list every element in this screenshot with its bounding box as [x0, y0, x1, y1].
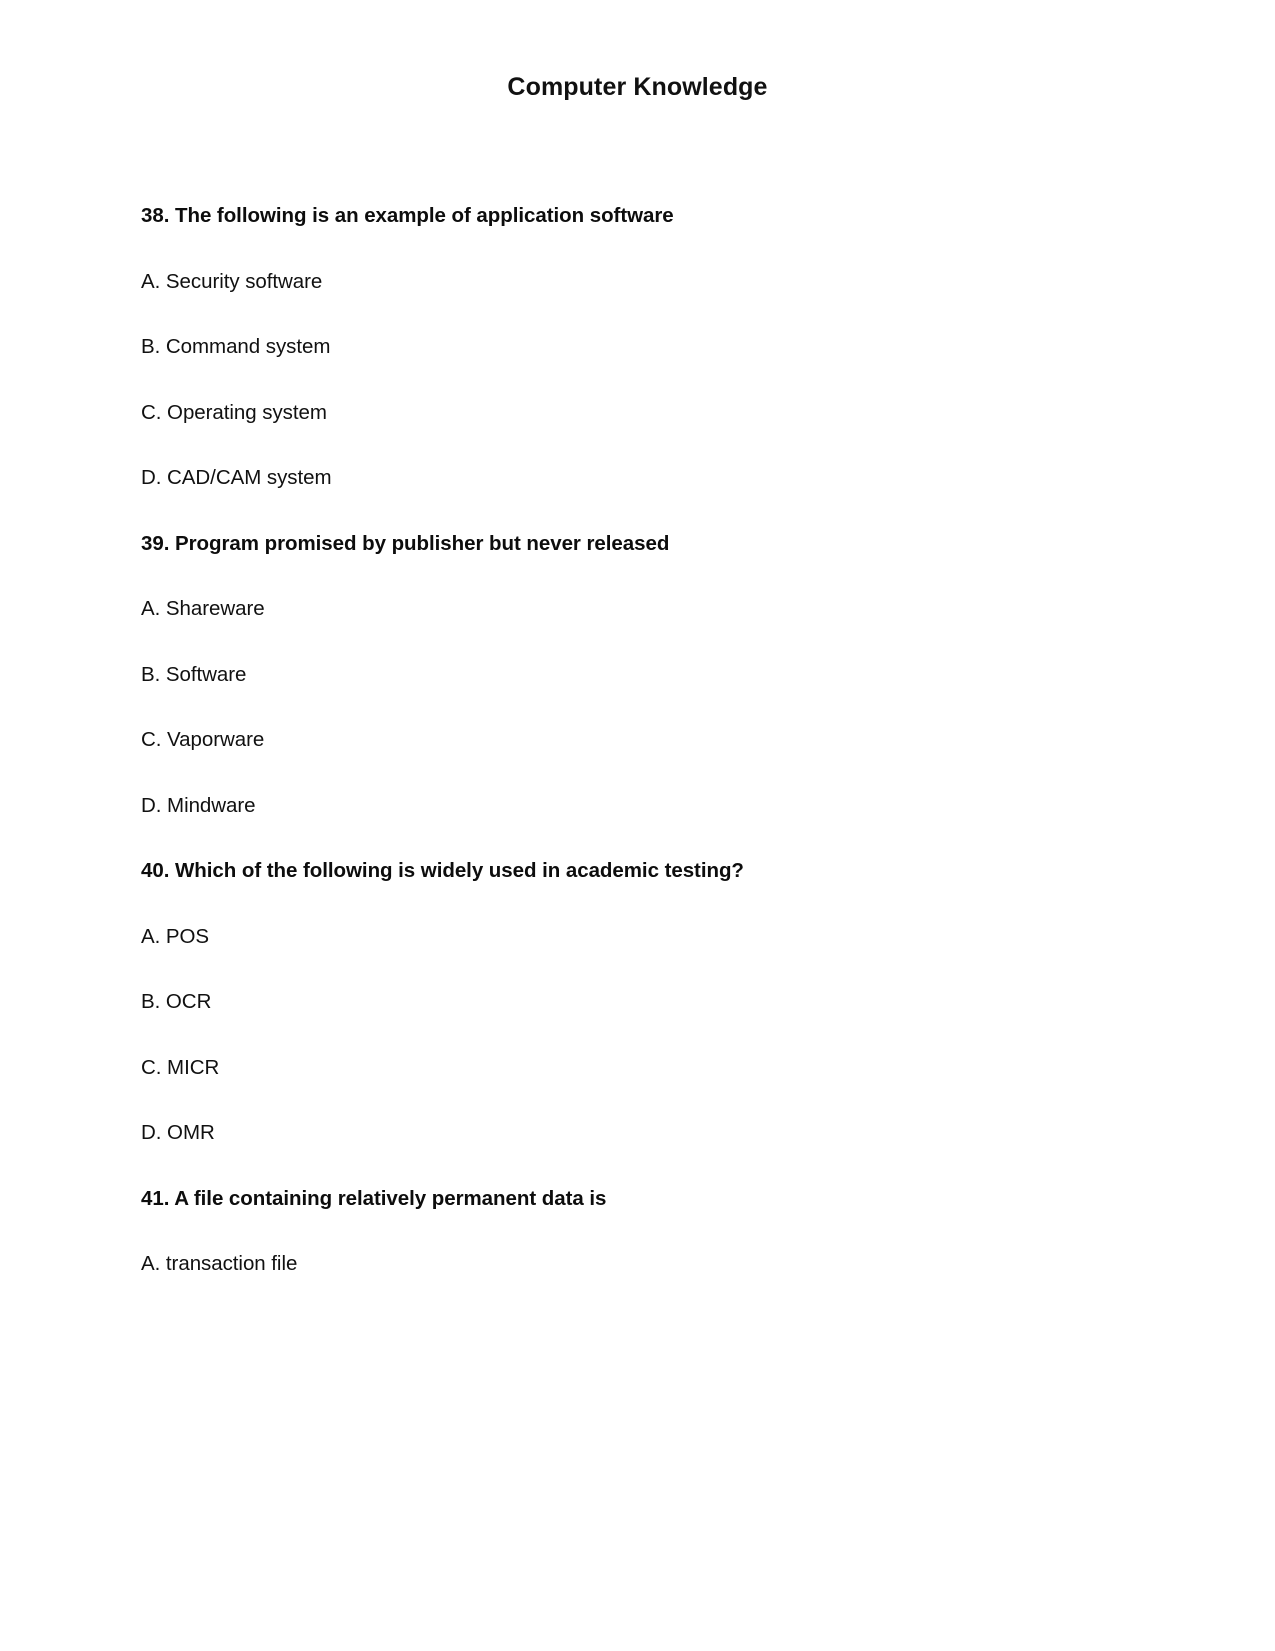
question-prompt: 40. Which of the following is widely used in academic testing?: [141, 859, 744, 882]
answer-option[interactable]: A. Shareware: [141, 597, 265, 620]
answer-option[interactable]: A. POS: [141, 924, 210, 948]
page-title: Computer Knowledge: [507, 73, 768, 101]
answer-option[interactable]: A. Security software: [141, 269, 323, 293]
answer-option[interactable]: C. Operating system: [141, 400, 327, 424]
question-block: [141, 206, 1155, 489]
question-block: [141, 1186, 1155, 1275]
answer-option[interactable]: C. MICR: [141, 1055, 220, 1079]
answer-option[interactable]: B. Command system: [141, 335, 331, 358]
question-prompt: 39. Program promised by publisher but never released: [141, 531, 670, 555]
question-prompt: 41. A file containing relatively permanent data is: [141, 1186, 607, 1210]
question-block: [141, 861, 1155, 1144]
answer-option[interactable]: C. Vaporware: [141, 728, 265, 751]
answer-option[interactable]: B. OCR: [141, 990, 212, 1013]
answer-option[interactable]: D. CAD/CAM system: [141, 466, 332, 489]
answer-option[interactable]: A. transaction file: [141, 1252, 298, 1275]
question-prompt: 38. The following is an example of application software: [141, 204, 674, 227]
question-list: [0, 206, 1275, 1275]
answer-option[interactable]: D. OMR: [141, 1121, 215, 1144]
question-block: [141, 531, 1155, 817]
answer-option[interactable]: D. Mindware: [141, 793, 256, 817]
answer-option[interactable]: B. Software: [141, 662, 247, 686]
